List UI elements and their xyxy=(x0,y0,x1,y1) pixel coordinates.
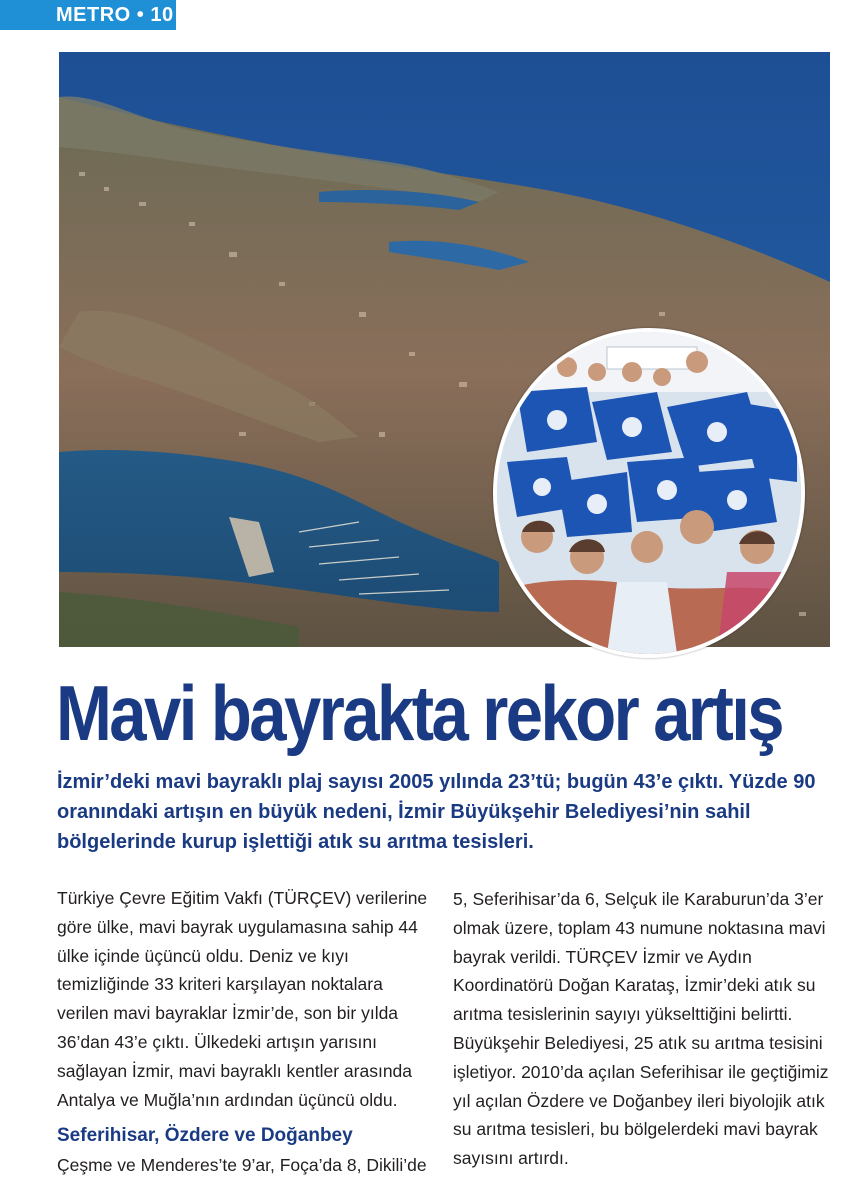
body-paragraph: Türkiye Çevre Eğitim Vakfı (TÜRÇEV) verilerine göre ülke, mavi bayrak uygulamasına sahip 44 ülke içinde üçüncü oldu. Deniz ve kıyı temizliğinde 33 kriteri karşılayan noktalara verilen mavi bayraklar İzmir’de, son bir yılda 36’dan 43’e çıktı. Ülkedeki artışın yarısını sağlayan İzmir, mavi bayraklı kentler arasında Antalya ve Muğla’nın ardından üçüncü oldu. xyxy=(57,888,428,1110)
body-column-right xyxy=(453,885,833,1173)
body-paragraph: Çeşme ve Menderes’te 9’ar, Foça’da 8, Dikili’de xyxy=(57,1155,427,1176)
body-paragraph: 5, Seferihisar’da 6, Selçuk ile Karaburun’da 3’er olmak üzere, toplam 43 numune noktasına mavi bayrak verildi. TÜRÇEV İzmir ve Aydın Koordinatörü Doğan Karataş, İzmir’deki atık su arıtma tesislerinin sayıyı yükselttiğini belirtti. Büyükşehir Belediyesi, 25 atık su arıtma tesisini işletiyor. 2010’da açılan Seferihisar ile geçtiğimiz yıl açılan Özdere ve Doğanbey ileri biyolojik atık su arıtma tesisleri, bu bölgelerdeki mavi bayrak sayısını artırdı. xyxy=(453,889,829,1169)
lead-paragraph: İzmir’deki mavi bayraklı plaj sayısı 2005 yılında 23’tü; bugün 43’e çıktı. Yüzde 90 oranındaki artışın en büyük nedeni, İzmir Büyükşehir Belediyesi’nin sahil bölgelerinde kurup işlettiği atık su arıtma tesisleri. xyxy=(57,771,816,853)
body-column-left xyxy=(57,884,437,1180)
headline: Mavi bayrakta rekor artış xyxy=(56,669,782,757)
blue-flag-crowd-icon xyxy=(497,332,801,654)
blue-flag-crowd-photo xyxy=(493,328,805,658)
section-tag: METRO • 10 xyxy=(0,0,176,30)
subheading: Seferihisar, Özdere ve Doğanbey xyxy=(57,1125,353,1147)
